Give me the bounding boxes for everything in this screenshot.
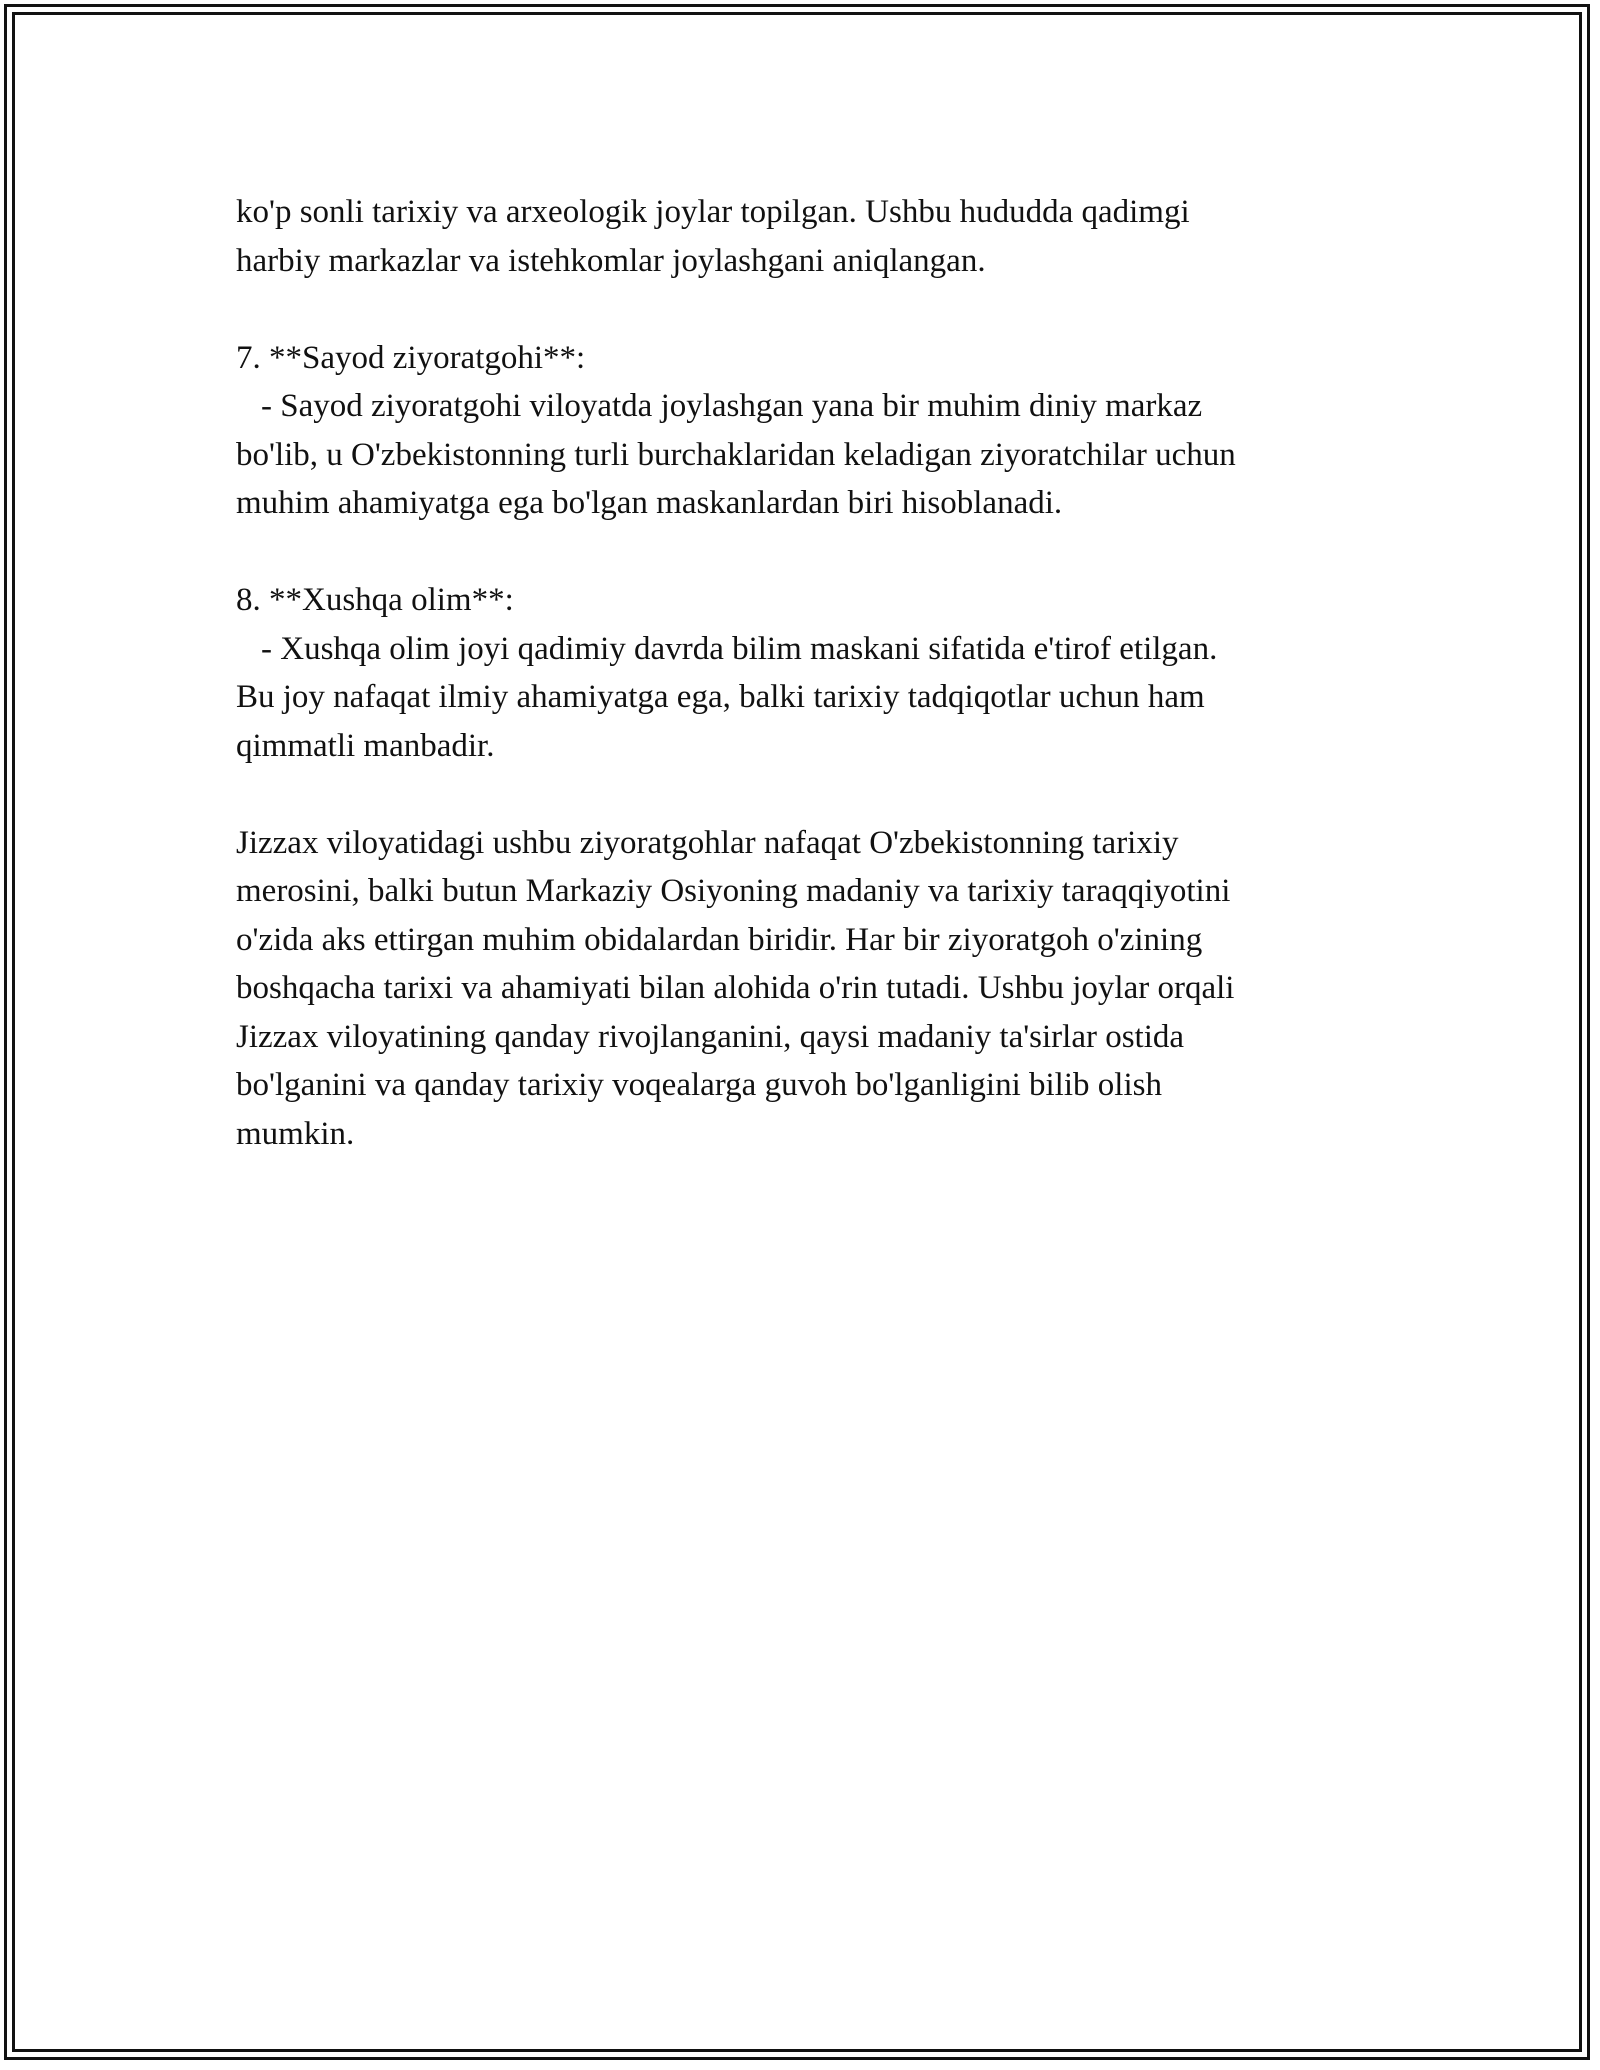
list-item-line: Bu joy nafaqat ilmiy ahamiyatga ega, balki tarixiy tadqiqotlar uchun ham bbox=[236, 679, 1205, 715]
list-item-line: qimmatli manbadir. bbox=[236, 727, 495, 764]
paragraph-gap bbox=[236, 770, 1366, 819]
conclusion-paragraph bbox=[236, 819, 1366, 1159]
text-line: merosini, balki butun Markaziy Osiyoning madaniy va tarixiy taraqqiyotini bbox=[236, 873, 1231, 909]
text-line: ko'p sonli tarixiy va arxeologik joylar topilgan. Ushbu hududda qadimgi bbox=[236, 194, 1190, 230]
list-item-8 bbox=[236, 576, 1366, 770]
paragraph-gap bbox=[236, 285, 1366, 334]
list-item-title: 8. **Xushqa olim**: bbox=[236, 582, 514, 618]
page-content bbox=[236, 188, 1366, 1158]
text-line: boshqacha tarixi va ahamiyati bilan alohida o'rin tutadi. Ushbu joylar orqali bbox=[236, 970, 1235, 1006]
text-line: Jizzax viloyatidagi ushbu ziyoratgohlar nafaqat O'zbekistonning tarixiy bbox=[236, 824, 1179, 861]
list-item-line bbox=[236, 382, 1366, 431]
list-item-line: muhim ahamiyatga ega bo'lgan maskanlardan biri hisoblanadi. bbox=[236, 485, 1063, 521]
paragraph-gap bbox=[236, 528, 1366, 577]
list-item-7 bbox=[236, 334, 1366, 528]
text-line: bo'lganini va qanday tarixiy voqealarga guvoh bo'lganligini bilib olish bbox=[236, 1067, 1162, 1103]
text-line: - Sayod ziyoratgohi viloyatda joylashgan yana bir muhim diniy markaz bbox=[261, 388, 1203, 424]
list-item-title: 7. **Sayod ziyoratgohi**: bbox=[236, 339, 586, 376]
text-line: mumkin. bbox=[236, 1115, 355, 1152]
text-line: Jizzax viloyatining qanday rivojlanganini, qaysi madaniy ta'sirlar ostida bbox=[236, 1018, 1185, 1055]
text-line: harbiy markazlar va istehkomlar joylashgani aniqlangan. bbox=[236, 242, 986, 279]
text-line: - Xushqa olim joyi qadimiy davrda bilim maskani sifatida e'tirof etilgan. bbox=[261, 630, 1218, 667]
list-item-line: bo'lib, u O'zbekistonning turli burchaklaridan keladigan ziyoratchilar uchun bbox=[236, 436, 1236, 473]
list-item-line bbox=[236, 625, 1366, 674]
text-line: o'zida aks ettirgan muhim obidalardan biridir. Har bir ziyoratgoh o'zining bbox=[236, 921, 1203, 958]
intro-paragraph bbox=[236, 188, 1366, 285]
